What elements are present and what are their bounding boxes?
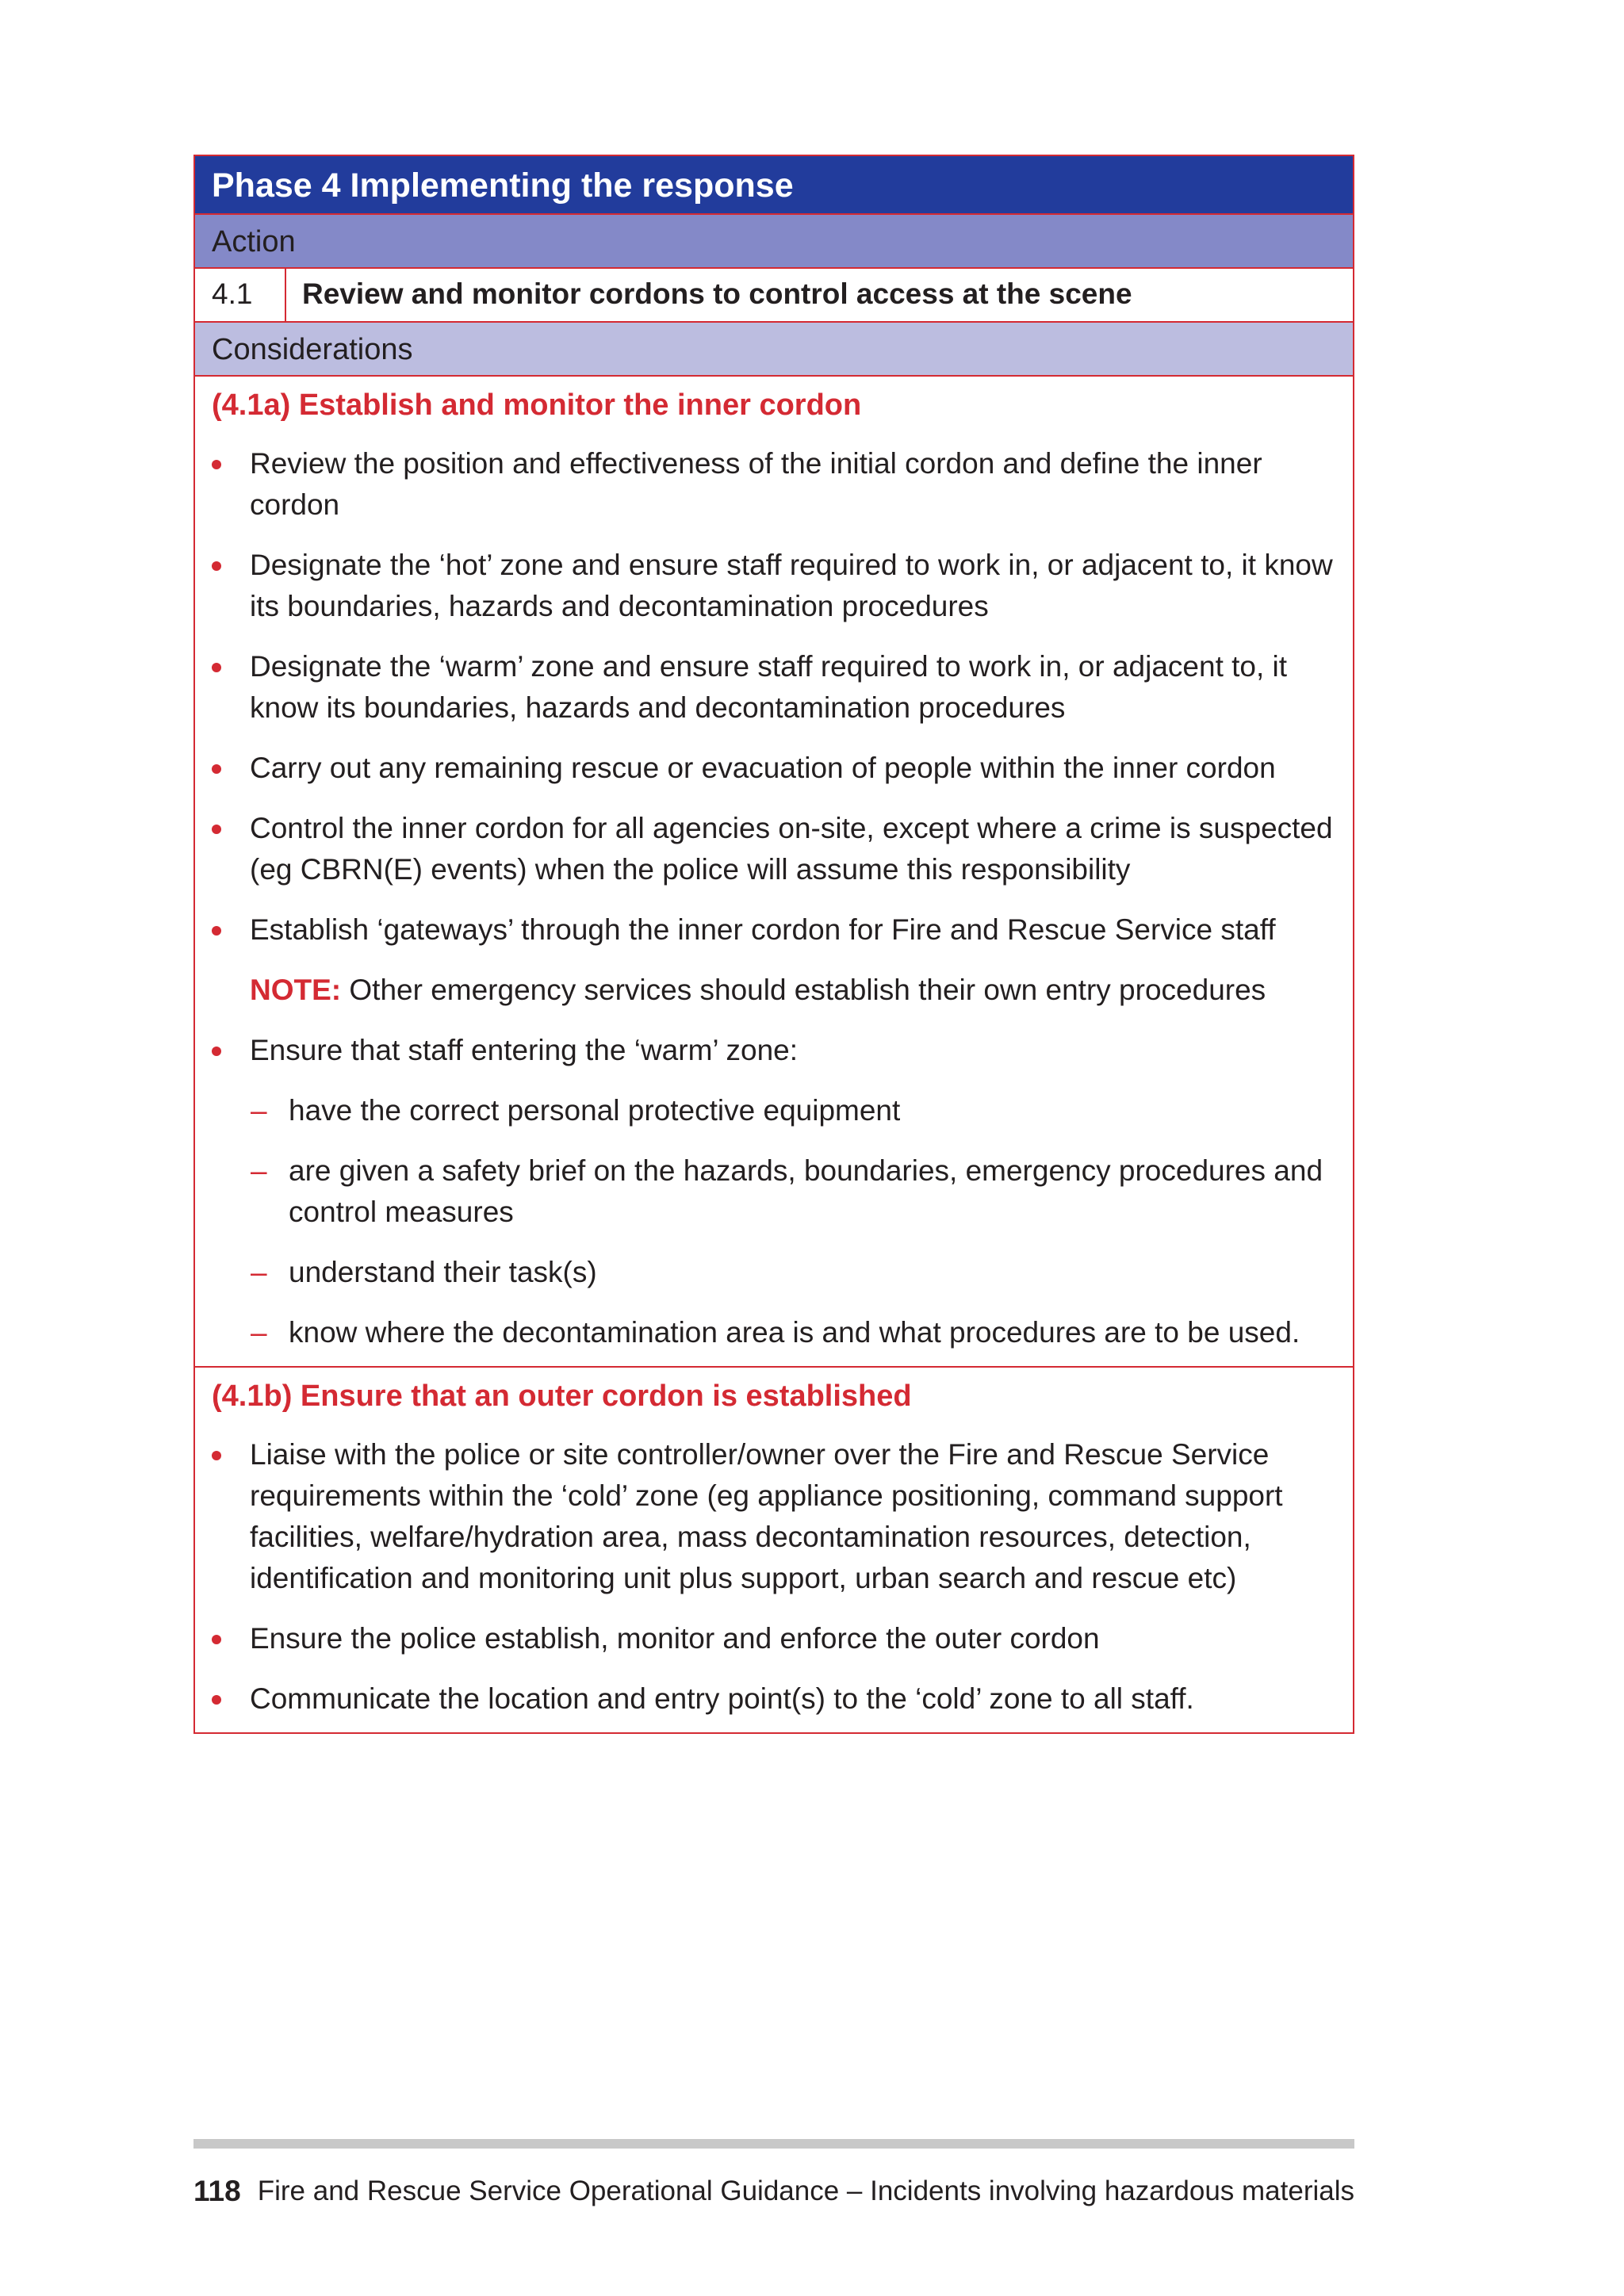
list-item-text: Communicate the location and entry point(s) to the ‘cold’ zone to all staff. bbox=[250, 1682, 1194, 1715]
dash-icon: – bbox=[251, 1154, 267, 1187]
bullet-icon bbox=[212, 926, 221, 936]
sub-list-item bbox=[212, 1090, 1336, 1131]
action-header: Action bbox=[193, 213, 1354, 267]
bullet-icon bbox=[212, 1695, 221, 1705]
bullet-icon bbox=[212, 764, 221, 774]
list-item bbox=[212, 748, 1336, 789]
list-item bbox=[212, 545, 1336, 627]
list-item bbox=[212, 808, 1336, 890]
footer-title: Fire and Rescue Service Operational Guidance – Incidents involving hazardous materials bbox=[257, 2175, 1354, 2206]
section-outer-cordon bbox=[193, 1366, 1354, 1734]
list-item bbox=[212, 443, 1336, 526]
list-item-text: Establish ‘gateways’ through the inner cordon for Fire and Rescue Service staff bbox=[250, 913, 1276, 946]
bullet-icon bbox=[212, 663, 221, 672]
sub-list-item bbox=[212, 1312, 1336, 1353]
bullet-icon bbox=[212, 825, 221, 834]
footer-divider bbox=[193, 2139, 1354, 2149]
dash-icon: – bbox=[251, 1256, 267, 1288]
sub-list-item-text: understand their task(s) bbox=[289, 1256, 597, 1288]
list-item bbox=[212, 1030, 1336, 1071]
note-text: Other emergency services should establish their own entry procedures bbox=[341, 974, 1266, 1006]
section-title: (4.1a) Establish and monitor the inner cordon bbox=[212, 388, 862, 422]
action-number: 4.1 bbox=[195, 269, 286, 321]
dash-icon: – bbox=[251, 1094, 267, 1127]
sub-list-item-text: have the correct personal protective equipment bbox=[289, 1094, 901, 1127]
bullet-icon bbox=[212, 1635, 221, 1644]
list-item bbox=[212, 1434, 1336, 1599]
list-item bbox=[212, 1618, 1336, 1659]
sub-list-item-text: know where the decontamination area is and what procedures are to be used. bbox=[289, 1316, 1300, 1349]
section-title: (4.1b) Ensure that an outer cordon is established bbox=[212, 1380, 912, 1413]
action-row bbox=[193, 267, 1354, 321]
list-item bbox=[212, 909, 1336, 951]
section-inner-cordon bbox=[193, 375, 1354, 1366]
list-item-text: Designate the ‘warm’ zone and ensure staff required to work in, or adjacent to, it know its boundaries, hazards and decontamination procedures bbox=[250, 650, 1288, 724]
list-item-text: Liaise with the police or site controller/owner over the Fire and Rescue Service requirements within the ‘cold’ zone (eg appliance positioning, command support facilities, welfare/hydration area, mass decontamination resources, detection, identification and monitoring unit plus support, urban search and rescue etc) bbox=[250, 1438, 1283, 1594]
list-item bbox=[212, 646, 1336, 729]
sub-list-item bbox=[212, 1252, 1336, 1293]
list-item-text: Ensure that staff entering the ‘warm’ zone: bbox=[250, 1034, 799, 1066]
bullet-icon bbox=[212, 460, 221, 469]
list-item bbox=[212, 1678, 1336, 1720]
considerations-header: Considerations bbox=[193, 321, 1354, 375]
list-item-text: Carry out any remaining rescue or evacuation of people within the inner cordon bbox=[250, 752, 1276, 784]
sub-list-item-text: are given a safety brief on the hazards, boundaries, emergency procedures and control measures bbox=[289, 1154, 1323, 1228]
list-item-text: Review the position and effectiveness of the initial cordon and define the inner cordon bbox=[250, 447, 1262, 521]
list-item-text: Ensure the police establish, monitor and enforce the outer cordon bbox=[250, 1622, 1100, 1655]
dash-icon: – bbox=[251, 1316, 267, 1349]
list-item-text: Control the inner cordon for all agencies on-site, except where a crime is suspected (eg CBRN(E) events) when the police will assume this responsibility bbox=[250, 812, 1333, 886]
sub-list-item bbox=[212, 1150, 1336, 1233]
action-text: Review and monitor cordons to control access at the scene bbox=[302, 277, 1132, 310]
list-item-text: Designate the ‘hot’ zone and ensure staff required to work in, or adjacent to, it know its boundaries, hazards and decontamination procedures bbox=[250, 549, 1333, 622]
page-number: 118 bbox=[193, 2175, 241, 2207]
note-label: NOTE: bbox=[250, 974, 342, 1006]
bullet-icon bbox=[212, 561, 221, 571]
considerations-table bbox=[193, 155, 1354, 1734]
bullet-icon bbox=[212, 1047, 221, 1056]
note bbox=[212, 970, 1336, 1011]
phase-title: Phase 4 Implementing the response bbox=[193, 155, 1354, 213]
bullet-icon bbox=[212, 1451, 221, 1460]
